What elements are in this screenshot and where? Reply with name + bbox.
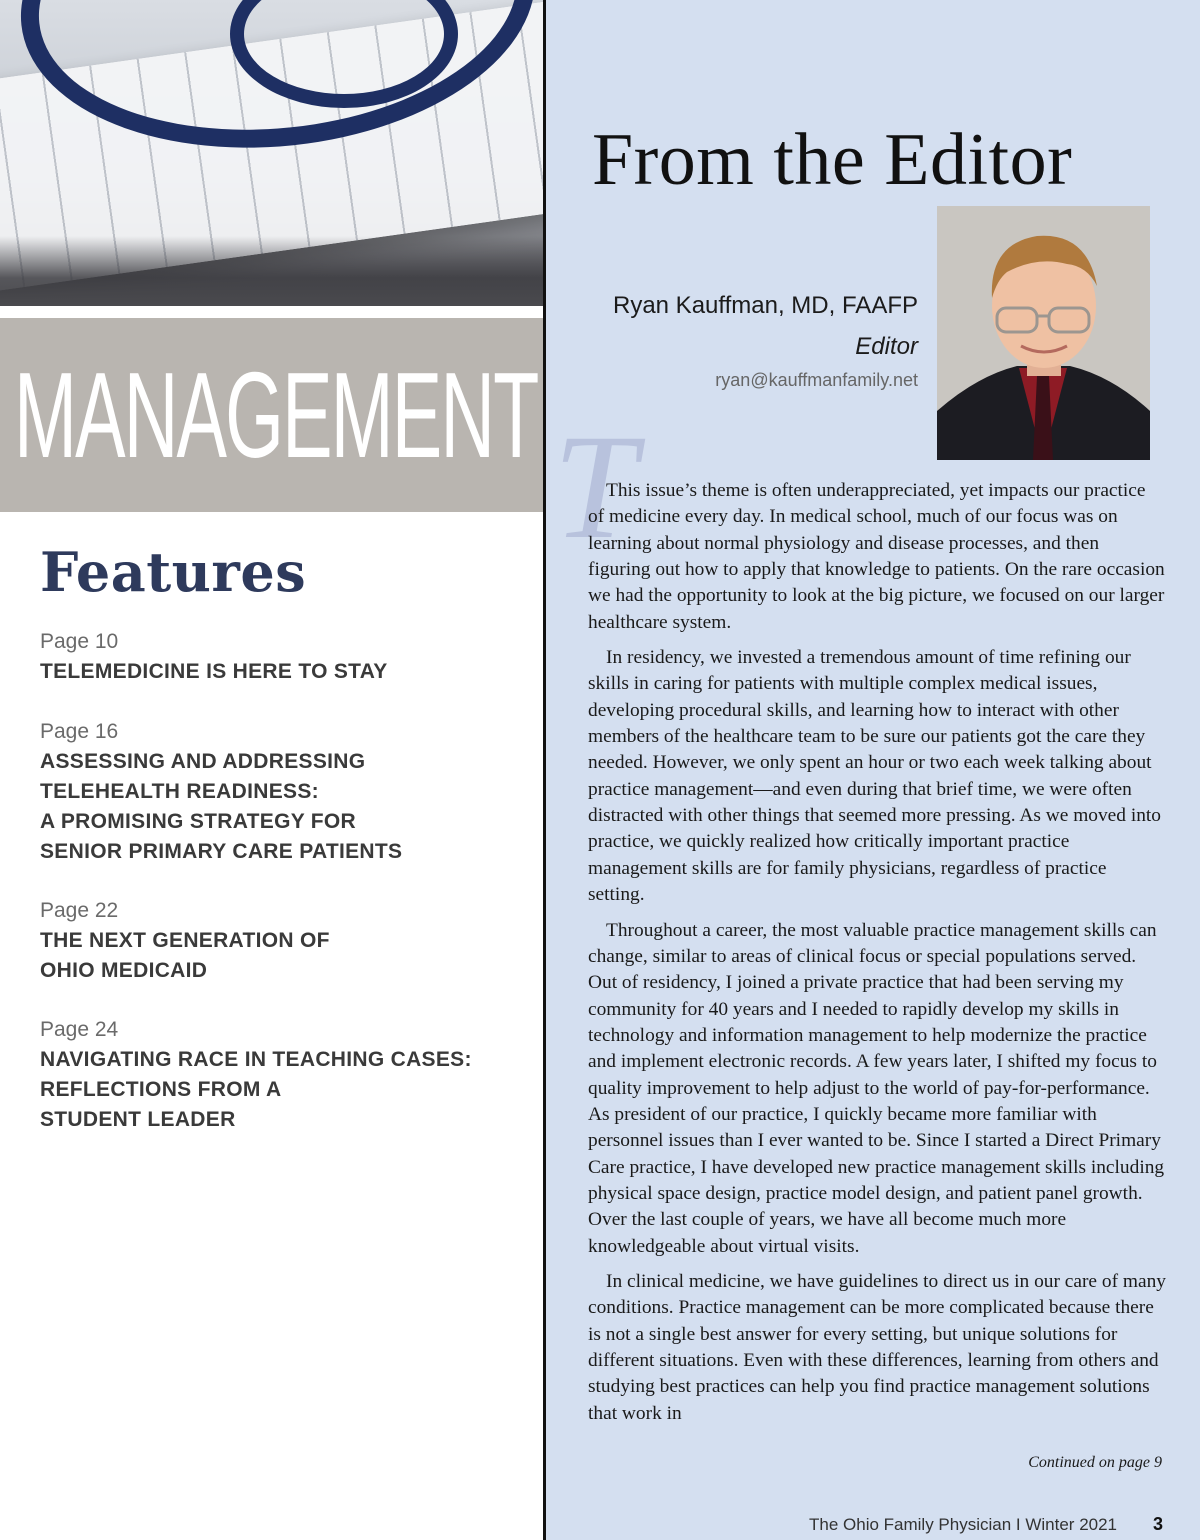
editor-portrait-graphic [937,206,1150,460]
feature-title: THE NEXT GENERATION OF OHIO MEDICAID [40,929,330,982]
drop-cap: T [553,404,637,570]
article-paragraph: In clinical medicine, we have guidelines to direct us in our care of many conditions. Practice management can be more complicated because there is not a single best answer for every setting, but unique solutions for different situations. Even with these differences, learning from others and studying best practices can help you find practice management solutions that work in [588,1270,1166,1424]
editor-email-link[interactable]: ryan@kauffmanfamily.net [715,370,918,390]
page-number: 3 [1153,1514,1164,1534]
article-paragraph: In residency, we invested a tremendous amount of time refining our skills in caring for patients with multiple complex medical issues, developing procedural skills, and learning how to interact with other members of the healthcare team to be sure our patients got the care they needed. However, we only spent an hour or two each week talking about practice management—and even during that brief time, we were often distracted with other things that seemed more pressing. As we moved into practice, we quickly realized how critically important practice management skills are for family physicians, regardless of practice setting. [588,647,1161,906]
feature-title: NAVIGATING RACE IN TEACHING CASES: REFLECTIONS FROM A STUDENT LEADER [40,1048,472,1131]
article-paragraph: Throughout a career, the most valuable practice management skills can change, similar to areas of clinical focus or special populations served. Out of residency, I joined a private practice that had been serving my community for 40 years and I needed to rapidly develop my skills in technology and information management to help modernize the practice and implement electronic records. A few years later, I shifted my focus to quality improvement to help adjust to the world of pay-for-performance. As president of our practice, I quickly became more familiar with personnel issues than I ever wanted to be. Since I started a Direct Primary Care practice, I have developed new practice management skills including physical space design, practice model design, and patient panel growth. Over the last couple of years, we have all become much more knowledgeable about virtual visits. [588,919,1165,1257]
feature-item[interactable] [40,627,540,687]
publication-footer: The Ohio Family Physician I Winter 2021 [809,1515,1118,1534]
feature-page-label: Page 16 [40,720,119,743]
feature-item[interactable] [40,896,540,986]
feature-title: TELEMEDICINE IS HERE TO STAY [40,660,388,683]
feature-page-label: Page 22 [40,899,119,922]
feature-item[interactable] [40,717,540,867]
editor-portrait [937,206,1150,460]
editor-role: Editor [855,333,918,360]
editor-heading: From the Editor [592,119,1073,201]
editor-article [588,478,1166,1436]
left-column [0,0,545,1540]
feature-page-label: Page 10 [40,630,119,653]
article-paragraph: This issue’s theme is often underappreciated, yet impacts our practice of medicine every day. In medical school, much of our focus was on learning about normal physiology and disease processes, and then figuring out how to apply that knowledge to patients. On the rare occasion we had the opportunity to look at the big picture, we focused on our larger healthcare system. [588,480,1165,633]
feature-page-label: Page 24 [40,1018,119,1041]
stethoscope-photo [0,0,545,306]
feature-title: ASSESSING AND ADDRESSING TELEHEALTH READINESS: A PROMISING STRATEGY FOR SENIOR PRIMARY CARE PATIENTS [40,750,403,863]
editor-name: Ryan Kauffman, MD, FAAFP [612,292,918,319]
features-heading: Features [40,540,307,604]
continued-link[interactable]: Continued on page 9 [1028,1454,1162,1471]
section-banner-title: MANAGEMENT [14,347,538,483]
photo-shadow [0,236,545,306]
feature-item[interactable] [40,1015,540,1135]
